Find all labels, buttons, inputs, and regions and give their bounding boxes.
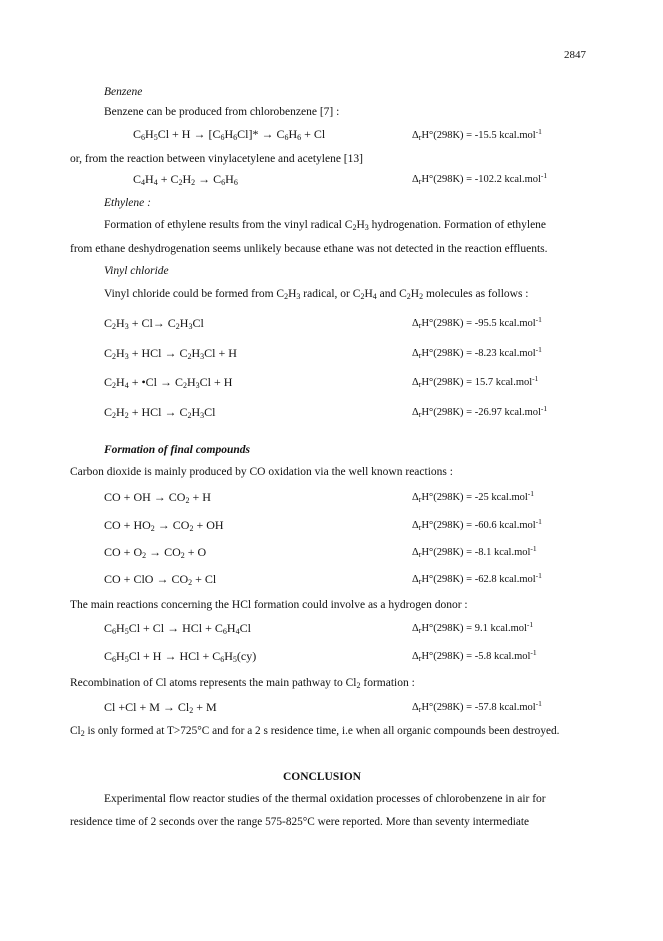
equation-co2-3: CO + $O_2 \to CO_2 + O$ [104,545,207,560]
equation-cl2: $Cl +Cl + M \to Cl_2 + M$ [104,700,217,715]
equation-benzene-2: $C_4H_4 + C_2H_2 \to C_6H_6$ [133,172,238,187]
equation-vinyl-3: $C_2H_4$ + •Cl → $C_2H_3Cl + H$ [104,375,233,390]
enthalpy-co2-3: $\Delta_rH^\circ(298K) = -8.1$ kcal.mol$^{-1}$ [412,544,537,559]
vinyl-chloride-heading: Vinyl chloride [104,265,169,277]
equation-vinyl-2: $C_2H_3$ + HCl → $C_2H_3Cl + H$ [104,346,237,361]
benzene-intro: Benzene can be produced from chlorobenzene [7] : [104,106,340,118]
enthalpy-co2-1: $\Delta_rH^\circ(298K) = -25$ kcal.mol$^{-1}$ [412,489,535,504]
enthalpy-co2-4: $\Delta_rH^\circ(298K) = -62.8$ kcal.mol$^{-1}$ [412,571,542,586]
conclusion-line1: Experimental flow reactor studies of the thermal oxidation processes of chlorobenzene in air for [104,793,546,805]
conclusion-heading: CONCLUSION [283,771,361,783]
ethylene-heading: Ethylene : [104,197,151,209]
enthalpy-hcl-2: $\Delta_rH^\circ(298K) = -5.8$ kcal.mol$^{-1}$ [412,648,537,663]
benzene-heading: Benzene [104,86,143,98]
equation-hcl-2: $C_6H_5Cl + H$ → HCl + $C_6H_5(cy)$ [104,649,257,664]
vinyl-chloride-intro: Vinyl chloride could be formed from $C_2H_3$ radical, or $C_2H_4$ and $C_2H_2$ molecules as follows : [104,288,529,301]
co2-intro: Carbon dioxide is mainly produced by CO oxidation via the well known reactions : [70,466,453,478]
equation-co2-2: CO + $HO_2 \to CO_2$ + OH [104,518,224,533]
enthalpy-vinyl-4: $\Delta_rH^\circ(298K) = -26.97$ kcal.mol$^{-1}$ [412,404,548,419]
equation-hcl-1: $C_6H_5Cl + Cl$ → HCl + $C_6H_4Cl$ [104,621,251,636]
ethylene-paragraph-line1: Formation of ethylene results from the vinyl radical $C_2H_3$ hydrogenation. Formation of ethylene [104,219,547,232]
cl2-note: $Cl_2$ is only formed at T>725°C and for a 2 s residence time, i.e when all organic compounds been destroyed. [70,725,560,738]
benzene-or-text: or, from the reaction between vinylacetylene and acetylene [13] [70,153,363,165]
enthalpy-hcl-1: $\Delta_rH^\circ(298K) = 9.1$ kcal.mol$^{-1}$ [412,620,534,635]
equation-co2-4: CO + ClO → $CO_2 + Cl$ [104,572,217,587]
equation-co2-1: CO + OH → $CO_2 + H$ [104,490,211,505]
enthalpy-benzene-1: $\Delta_rH^\circ(298K) = -15.5$ kcal.mol$^{-1}$ [412,127,542,142]
equation-vinyl-4: $C_2H_2$ + HCl → $C_2H_3Cl$ [104,405,216,420]
equation-vinyl-1: $C_2H_3 + Cl\to C_2H_3Cl$ [104,316,204,331]
page-number: 2847 [564,49,586,61]
cl2-intro: Recombination of Cl atoms represents the main pathway to $Cl_2$ formation : [70,677,415,690]
final-compounds-heading: Formation of final compounds [104,444,251,456]
enthalpy-vinyl-2: $\Delta_rH^\circ(298K) = -8.23$ kcal.mol$^{-1}$ [412,345,542,360]
enthalpy-vinyl-3: $\Delta_rH^\circ(298K) = 15.7$ kcal.mol$^{-1}$ [412,374,539,389]
equation-benzene-1: $C_6H_5Cl + H \to [C_6H_6Cl]* \to C_6H_6 + Cl$ [133,127,326,142]
hcl-intro: The main reactions concerning the HCl formation could involve as a hydrogen donor : [70,599,468,611]
enthalpy-co2-2: $\Delta_rH^\circ(298K) = -60.6$ kcal.mol$^{-1}$ [412,517,542,532]
enthalpy-vinyl-1: $\Delta_rH^\circ(298K) = -95.5$ kcal.mol$^{-1}$ [412,315,542,330]
conclusion-line2: residence time of 2 seconds over the range 575-825°C were reported. More than seventy intermediate [70,816,530,828]
ethylene-paragraph-line2: from ethane deshydrogenation seems unlikely because ethane was not detected in the reaction effluents. [70,243,548,255]
enthalpy-benzene-2: $\Delta_rH^\circ(298K) = -102.2$ kcal.mol$^{-1}$ [412,171,548,186]
enthalpy-cl2: $\Delta_rH^\circ(298K) = -57.8$ kcal.mol$^{-1}$ [412,699,542,714]
